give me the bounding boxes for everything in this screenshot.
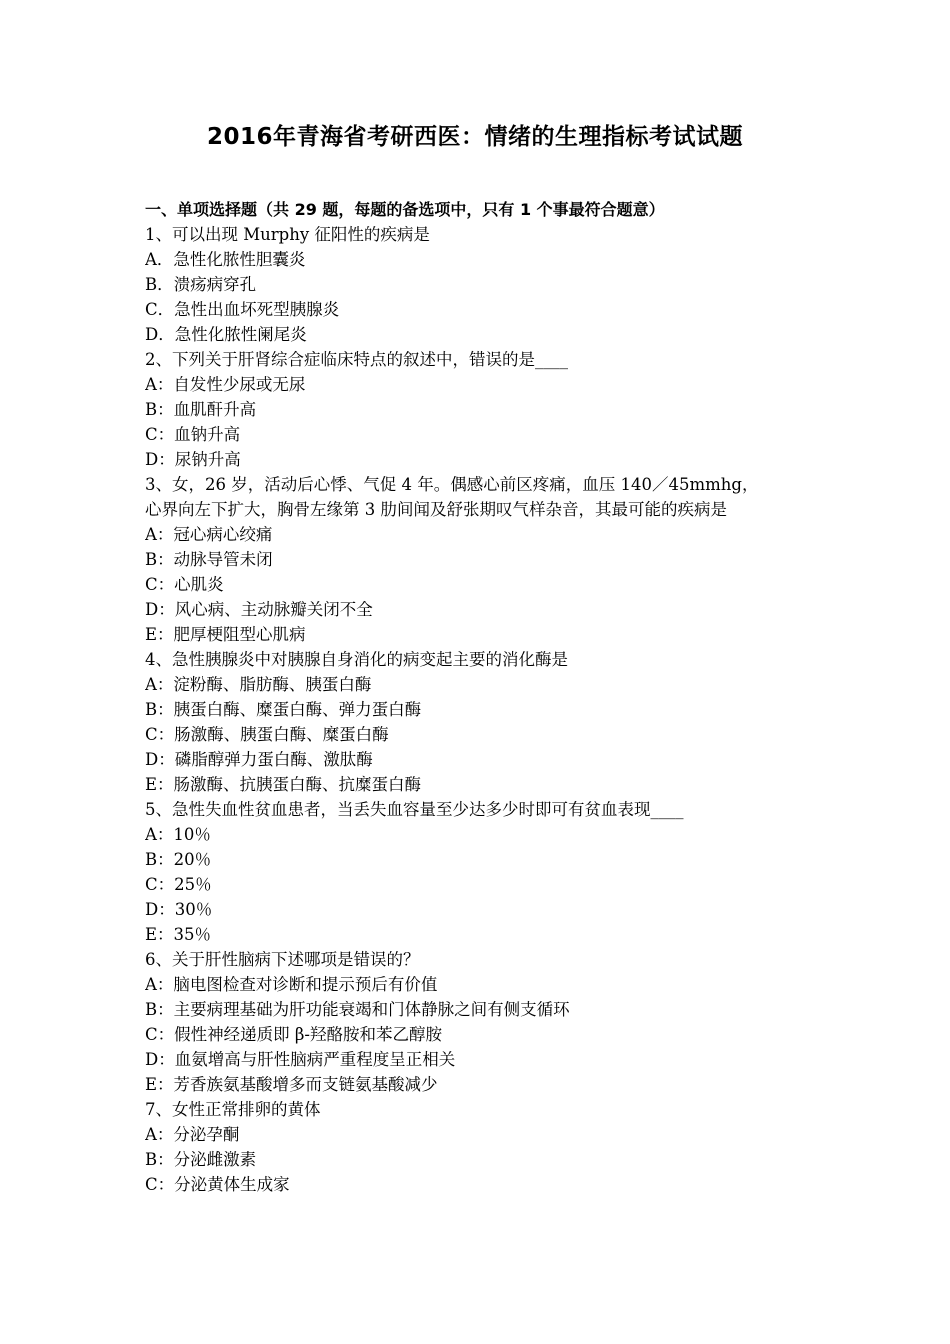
answer-option: E：35％ — [145, 925, 212, 944]
answer-option: A：冠心病心绞痛 — [145, 525, 273, 544]
answer-option: C．急性出血坏死型胰腺炎 — [145, 300, 340, 319]
answer-option: B：分泌雌激素 — [145, 1150, 257, 1169]
answer-option: B：动脉导管未闭 — [145, 550, 273, 569]
answer-option: C：25％ — [145, 875, 212, 894]
answer-option: E：肥厚梗阻型心肌病 — [145, 625, 306, 644]
answer-option: D．急性化脓性阑尾炎 — [145, 325, 307, 344]
question-stem: 2、下列关于肝肾综合症临床特点的叙述中，错误的是____ — [145, 350, 568, 369]
question-4 — [145, 647, 835, 797]
answer-option: E：芳香族氨基酸增多而支链氨基酸减少 — [145, 1075, 438, 1094]
answer-option: A．急性化脓性胆囊炎 — [145, 250, 306, 269]
answer-option: A：分泌孕酮 — [145, 1125, 240, 1144]
question-2 — [145, 347, 835, 472]
answer-option: C：假性神经递质即 β-羟酪胺和苯乙醇胺 — [145, 1025, 442, 1044]
question-stem: 1、可以出现 Murphy 征阳性的疾病是 — [145, 225, 430, 244]
question-stem: 6、关于肝性脑病下述哪项是错误的？ — [145, 950, 420, 969]
question-stem: 4、急性胰腺炎中对胰腺自身消化的病变起主要的消化酶是 — [145, 650, 568, 669]
answer-option: C：血钠升高 — [145, 425, 241, 444]
answer-option: C：肠激酶、胰蛋白酶、糜蛋白酶 — [145, 725, 389, 744]
answer-option: B：血肌酐升高 — [145, 400, 257, 419]
answer-option: A：自发性少尿或无尿 — [145, 375, 306, 394]
answer-option: C：心肌炎 — [145, 575, 224, 594]
question-5 — [145, 797, 835, 947]
answer-option: B：胰蛋白酶、糜蛋白酶、弹力蛋白酶 — [145, 700, 422, 719]
section-heading: 一、单项选择题（共 29 题，每题的备选项中，只有 1 个事最符合题意） — [145, 200, 665, 219]
answer-option: C：分泌黄体生成家 — [145, 1175, 290, 1194]
question-7 — [145, 1097, 835, 1197]
answer-option: B：20％ — [145, 850, 212, 869]
answer-option: A：淀粉酶、脂肪酶、胰蛋白酶 — [145, 675, 372, 694]
answer-option: D：血氨增高与肝性脑病严重程度呈正相关 — [145, 1050, 456, 1069]
answer-option: D：尿钠升高 — [145, 450, 241, 469]
question-6 — [145, 947, 835, 1097]
question-list — [145, 222, 835, 1197]
question-stem: 7、女性正常排卵的黄体 — [145, 1100, 321, 1119]
question-stem: 心界向左下扩大，胸骨左缘第 3 肋间闻及舒张期叹气样杂音，其最可能的疾病是 — [145, 500, 727, 519]
question-3 — [145, 472, 835, 647]
question-stem: 5、急性失血性贫血患者，当丢失血容量至少达多少时即可有贫血表现____ — [145, 800, 684, 819]
answer-option: E：肠激酶、抗胰蛋白酶、抗糜蛋白酶 — [145, 775, 422, 794]
answer-option: B．溃疡病穿孔 — [145, 275, 257, 294]
document-title: 2016年青海省考研西医：情绪的生理指标考试试题 — [206, 124, 743, 150]
answer-option: A：10％ — [145, 825, 211, 844]
question-stem: 3、女，26 岁，活动后心悸、气促 4 年。偶感心前区疼痛，血压 140／45mmhg， — [145, 475, 759, 494]
answer-option: B：主要病理基础为肝功能衰竭和门体静脉之间有侧支循环 — [145, 1000, 570, 1019]
answer-option: D：30％ — [145, 900, 213, 919]
answer-option: A：脑电图检查对诊断和提示预后有价值 — [145, 975, 438, 994]
answer-option: D：风心病、主动脉瓣关闭不全 — [145, 600, 373, 619]
question-1 — [145, 222, 835, 347]
answer-option: D：磷脂醇弹力蛋白酶、激肽酶 — [145, 750, 373, 769]
